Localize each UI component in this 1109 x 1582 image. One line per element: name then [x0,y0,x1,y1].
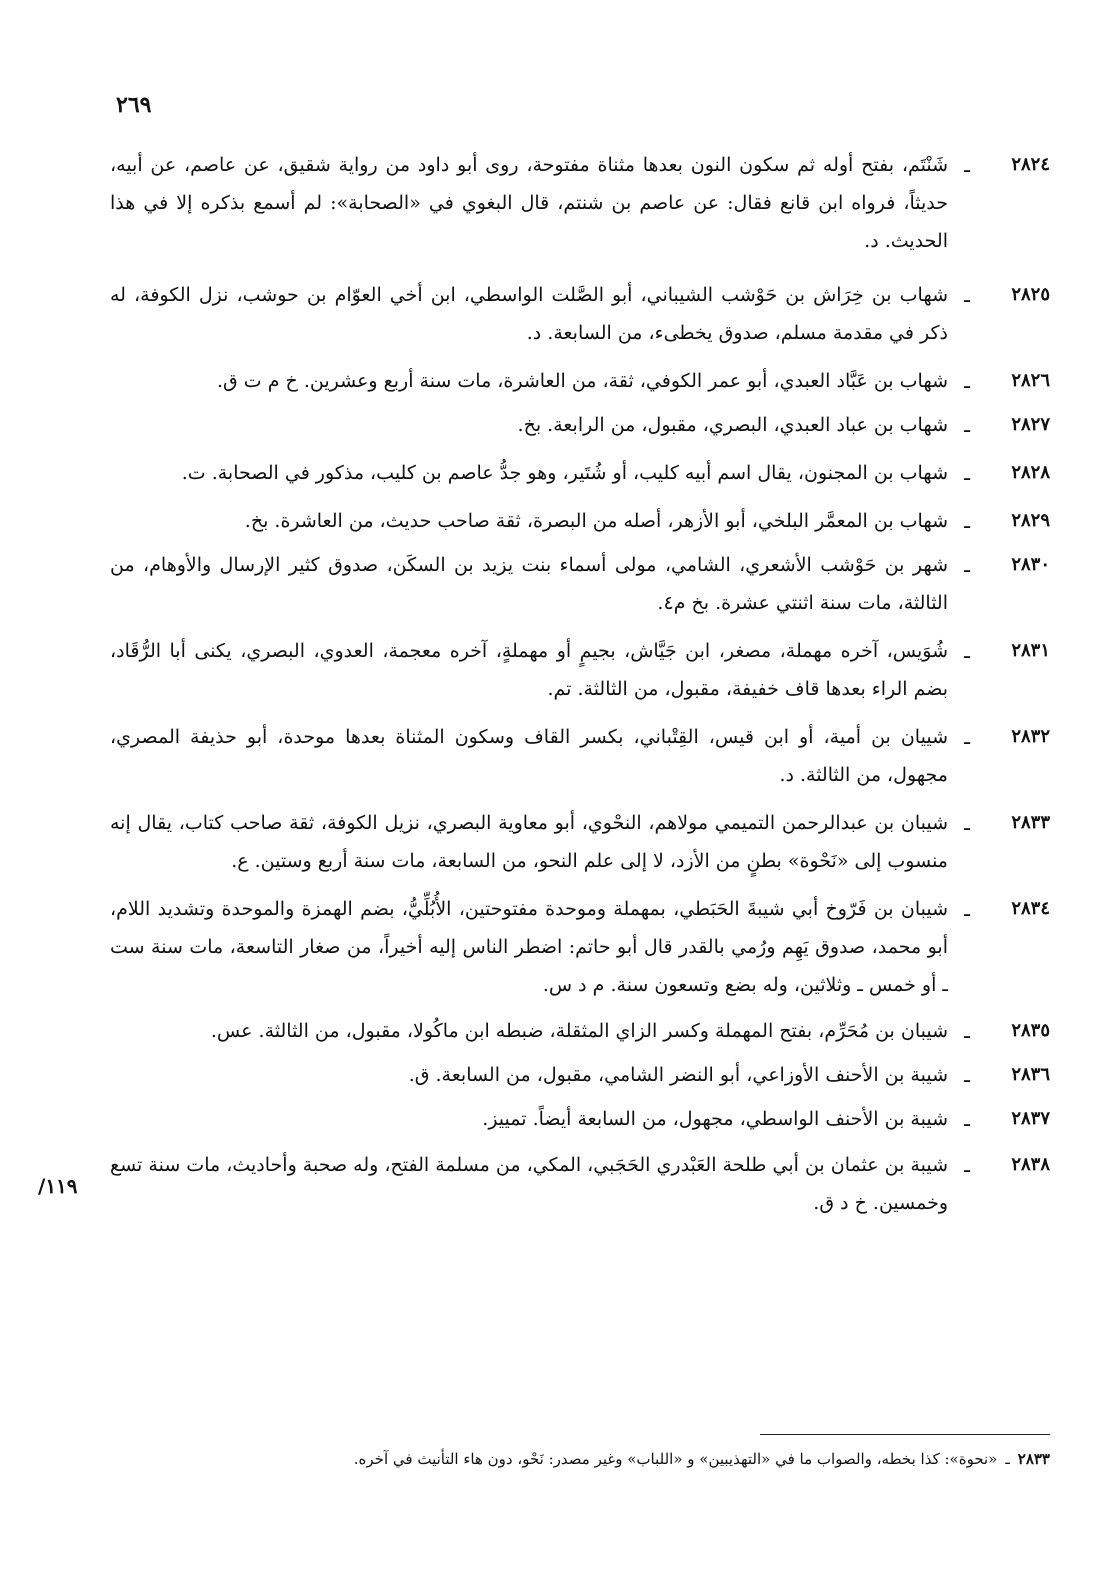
entry [110,1100,1050,1138]
entry-text: شهاب بن عَبَّاد العبدي، أبو عمر الكوفي، ثقة، من العاشرة، مات سنة أربع وعشرين. خ م ت ق. [216,370,948,392]
entry [110,406,1050,444]
entry-number: ٢٨٣١ [1011,640,1050,661]
entry-dash: ـ [964,811,970,835]
entry-number: ٢٨٢٧ [1011,414,1050,435]
page-number: ٢٦٩ [116,92,152,118]
entry [110,890,1050,1004]
footnote-text: «نحوة»: كذا بخطه، والصواب ما في «التهذيبين» و «اللباب» وغير مصدر: نَحْو، دون هاء التأنيث في آخره. [353,1450,998,1468]
entry-text: شهر بن حَوْشب الأشعري، الشامي، مولى أسماء بنت يزيد بن السكَن، صدوق كثير الإرسال والأوهام، من الثالثة، مات سنة اثنتي عشرة. بخ م٤. [110,554,948,614]
entry-number: ٢٨٣٦ [1011,1064,1050,1085]
entry-text: شيبان بن مُحَرِّم، بفتح المهملة وكسر الزاي المثقلة، ضبطه ابن ماكُولا، مقبول، من الثالثة. عس. [210,1020,948,1042]
entry [110,1012,1050,1050]
entry-text: شييان بن أمية، أو ابن قيس، القِتْباني، بكسر القاف وسكون المثناة بعدها موحدة، أبو حذيفة المصري، مجهول، من الثالثة. د. [110,726,948,786]
entry-number: ٢٨٣٤ [1011,898,1050,919]
entry-list [110,138,1050,1222]
entry-text: شهاب بن عباد العبدي، البصري، مقبول، من الرابعة. بخ. [517,414,948,436]
entry-dash: ـ [964,369,970,393]
entry [110,1056,1050,1094]
entry [110,146,1050,260]
entry-dash: ـ [964,1153,970,1177]
entry-number: ٢٨٢٦ [1011,370,1050,391]
entry-text: شهاب بن خِرَاش بن حَوْشب الشيباني، أبو الصَّلت الواسطي، ابن أخي العوّام بن حوشب، نزل الكوفة، له ذكر في مقدمة مسلم، صدوق يخطىء، من السابعة. د. [110,284,948,344]
entry-number: ٢٨٢٩ [1011,510,1050,531]
entry-number: ٢٨٣٧ [1011,1108,1050,1129]
entry [110,454,1050,492]
entry-text: شيبان بن عبدالرحمن التميمي مولاهم، النحْوي، أبو معاوية البصري، نزيل الكوفة، ثقة صاحب كتاب، يقال إنه منسوب إلى «نَحْوة» بطنٍ من الأزد، لا إلى علم النحو، من السابعة، مات سنة أربع وستين. ع. [110,812,948,872]
footnote-divider [760,1434,1050,1435]
entry [110,362,1050,400]
entry-text: شيبة بن الأحنف الأوزاعي، أبو النضر الشامي، مقبول، من السابعة. ق. [408,1064,948,1086]
entry-number: ٢٨٢٨ [1011,462,1050,483]
footnote [180,1446,1050,1472]
entry-number: ٢٨٣٣ [1011,812,1050,833]
entry-number: ٢٨٣٨ [1011,1154,1050,1175]
entry [110,718,1050,794]
entry-number: ٢٨٣٥ [1011,1020,1050,1041]
entry [110,1146,1050,1222]
entry-text: شهاب بن المعمَّر البلخي، أبو الأزهر، أصله من البصرة، ثقة صاحب حديث، من العاشرة. بخ. [244,510,948,532]
entry [110,502,1050,540]
entry [110,546,1050,622]
entry-text: شيبان بن فَرّوخ أبي شيبةَ الحَبَطي، بمهملة وموحدة مفتوحتين، الأُبُلِّيُّ، بضم الهمزة والموحدة وتشديد اللام، أبو محمد، صدوق يَهِم ورُمي بالقدر قال أبو حاتم: اضطر الناس إليه أخيراً، من صغار التاسعة، مات سنة ست ـ أو خمس ـ وثلاثين، وله بضع وتسعون سنة. م د س. [110,898,948,996]
entry-text: شهاب بن المجنون، يقال اسم أبيه كليب، أو شُتَير، وهو جدُّ عاصم بن كليب، مذكور في الصحابة. ت. [181,462,948,484]
entry-dash: ـ [964,1019,970,1043]
entry-dash: ـ [964,639,970,663]
entry-text: شَنْتَم، بفتح أوله ثم سكون النون بعدها مثناة مفتوحة، روى أبو داود من رواية شقيق، عن عاصم، عن أبيه، حديثاً، فرواه ابن قانع فقال: عن عاصم بن شنتم، قال البغوي في «الصحابة»: لم أسمع بذكره إلا في هذا الحديث. د. [110,154,948,252]
entry-dash: ـ [964,725,970,749]
entry-dash: ـ [964,153,970,177]
entry-dash: ـ [964,413,970,437]
footnote-number: ٢٨٣٣ [1017,1450,1050,1468]
entry-dash: ـ [964,1063,970,1087]
entry-dash: ـ [964,461,970,485]
entry-dash: ـ [964,553,970,577]
entry-number: ٢٨٣٠ [1011,554,1050,575]
entry-text: شيبة بن الأحنف الواسطي، مجهول، من السابعة أيضاً. تمييز. [482,1108,948,1130]
entry-dash: ـ [964,283,970,307]
entry-text: شيبة بن عثمان بن أبي طلحة العَبْدري الحَجَبي، المكي، من مسلمة الفتح، وله صحبة وأحاديث، مات سنة تسع وخمسين. خ د ق. [110,1154,948,1214]
entry-dash: ـ [964,1107,970,1131]
entry [110,804,1050,880]
entry-dash: ـ [964,509,970,533]
entry-dash: ـ [964,897,970,921]
entry-number: ٢٨٢٥ [1011,284,1050,305]
entry [110,276,1050,352]
entry-number: ٢٨٢٤ [1011,154,1050,175]
entry-number: ٢٨٣٢ [1011,726,1050,747]
margin-note: /١١٩ [38,1174,78,1198]
entry-text: شُوَيس، آخره مهملة، مصغر، ابن جَيَّاش، بجيمٍ أو مهملةٍ، آخره معجمة، العدوي، البصري، يكنى أبا الرُّقَاد، بضم الراء بعدها قاف خفيفة، مقبول، من الثالثة. تم. [110,640,948,700]
entry [110,632,1050,708]
footnote-dash: ـ [1005,1450,1010,1468]
